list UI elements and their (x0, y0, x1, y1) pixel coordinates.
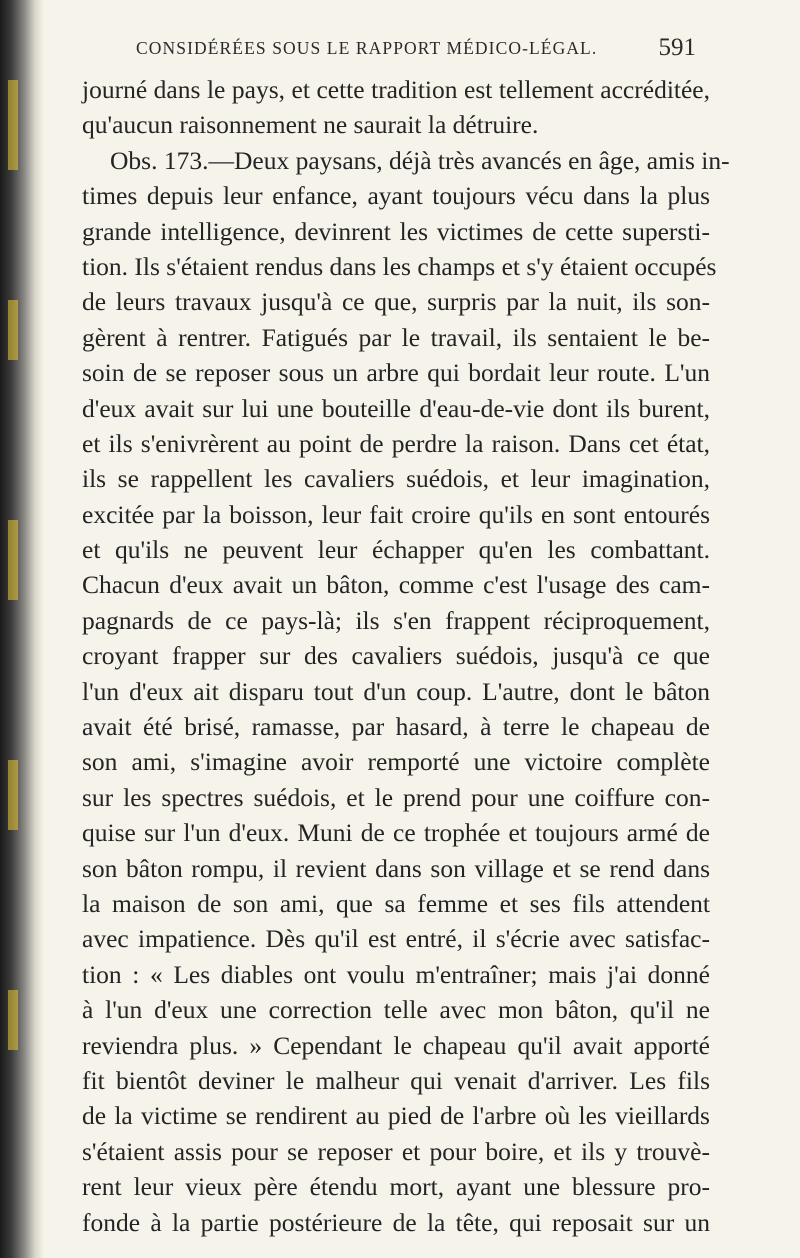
binding-stain (8, 300, 18, 360)
binding-stain (8, 80, 18, 170)
text-line: reviendra plus. » Cependant le chapeau qu'il avait apporté (82, 1030, 710, 1060)
text-line: tion : « Les diables ont voulu m'entraîner; mais j'ai donné (82, 959, 710, 989)
text-line: soin de se reposer sous un arbre qui bordait leur route. L'un (82, 358, 710, 388)
text-line: à l'un d'eux une correction telle avec mon bâton, qu'il ne (82, 995, 710, 1025)
text-line: la maison de son ami, que sa femme et ses fils attendent (82, 888, 710, 918)
page-header (136, 34, 696, 74)
text-line: journé dans le pays, et cette tradition est tellement accréditée, (82, 75, 710, 104)
text-line: de leurs travaux jusqu'à ce que, surpris par la nuit, ils son- (82, 287, 710, 317)
book-binding (0, 0, 44, 1258)
text-line: son bâton rompu, il revient dans son village et se rend dans (82, 853, 710, 883)
text-line: de la victime se rendirent au pied de l'arbre où les vieillards (82, 1101, 710, 1131)
text-line: avait été brisé, ramasse, par hasard, à terre le chapeau de (82, 712, 710, 742)
body-text (82, 72, 730, 1240)
text-line: qu'aucun raisonnement ne saurait la détruire. (82, 110, 539, 140)
text-line: ils se rappellent les cavaliers suédois, et leur imagination, (82, 464, 710, 494)
text-line: excitée par la boisson, leur fait croire qu'ils en sont entourés (82, 499, 710, 529)
text-line: fonde à la partie postérieure de la tête, qui reposait sur un (82, 1207, 710, 1237)
text-line: rent leur vieux père étendu mort, ayant une blessure pro- (82, 1172, 710, 1202)
text-line: grande intelligence, devinrent les victimes de cette supersti- (82, 216, 710, 246)
text-line: quise sur l'un d'eux. Muni de ce trophée et toujours armé de (82, 818, 710, 848)
text-line: tion. Ils s'étaient rendus dans les champs et s'y étaient occupés (82, 251, 717, 281)
binding-stain (8, 760, 18, 830)
text-line: times depuis leur enfance, ayant toujours vécu dans la plus (82, 181, 710, 211)
text-line: s'étaient assis pour se reposer et pour boire, et ils y trouvè- (82, 1136, 710, 1166)
text-line: sur les spectres suédois, et le prend pour une coiffure con- (82, 782, 710, 812)
text-line: avec impatience. Dès qu'il est entré, il s'écrie avec satisfac- (82, 924, 710, 954)
text-line: fit bientôt deviner le malheur qui venait d'arriver. Les fils (82, 1065, 710, 1095)
text-line: croyant frapper sur des cavaliers suédois, jusqu'à ce que (82, 641, 710, 671)
page-number: 591 (658, 34, 696, 61)
text-line: pagnards de ce pays-là; ils s'en frappent réciproquement, (82, 605, 710, 635)
binding-stain (8, 520, 18, 600)
binding-stain (8, 990, 18, 1050)
running-head: CONSIDÉRÉES SOUS LE RAPPORT MÉDICO-LÉGAL. (136, 38, 598, 58)
text-line: gèrent à rentrer. Fatigués par le travail, ils sentaient le be- (82, 322, 710, 352)
text-line: et ils s'enivrèrent au point de perdre la raison. Dans cet état, (82, 428, 710, 458)
text-line: Obs. 173.—Deux paysans, déjà très avancés en âge, amis in- (110, 145, 730, 175)
text-line: et qu'ils ne peuvent leur échapper qu'en les combattant. (82, 535, 710, 565)
text-line: Chacun d'eux avait un bâton, comme c'est l'usage des cam- (82, 570, 710, 600)
text-line: son ami, s'imagine avoir remporté une victoire complète (82, 747, 710, 777)
text-line: d'eux avait sur lui une bouteille d'eau-de-vie dont ils burent, (82, 393, 710, 423)
text-line: l'un d'eux ait disparu tout d'un coup. L'autre, dont le bâton (82, 676, 710, 706)
